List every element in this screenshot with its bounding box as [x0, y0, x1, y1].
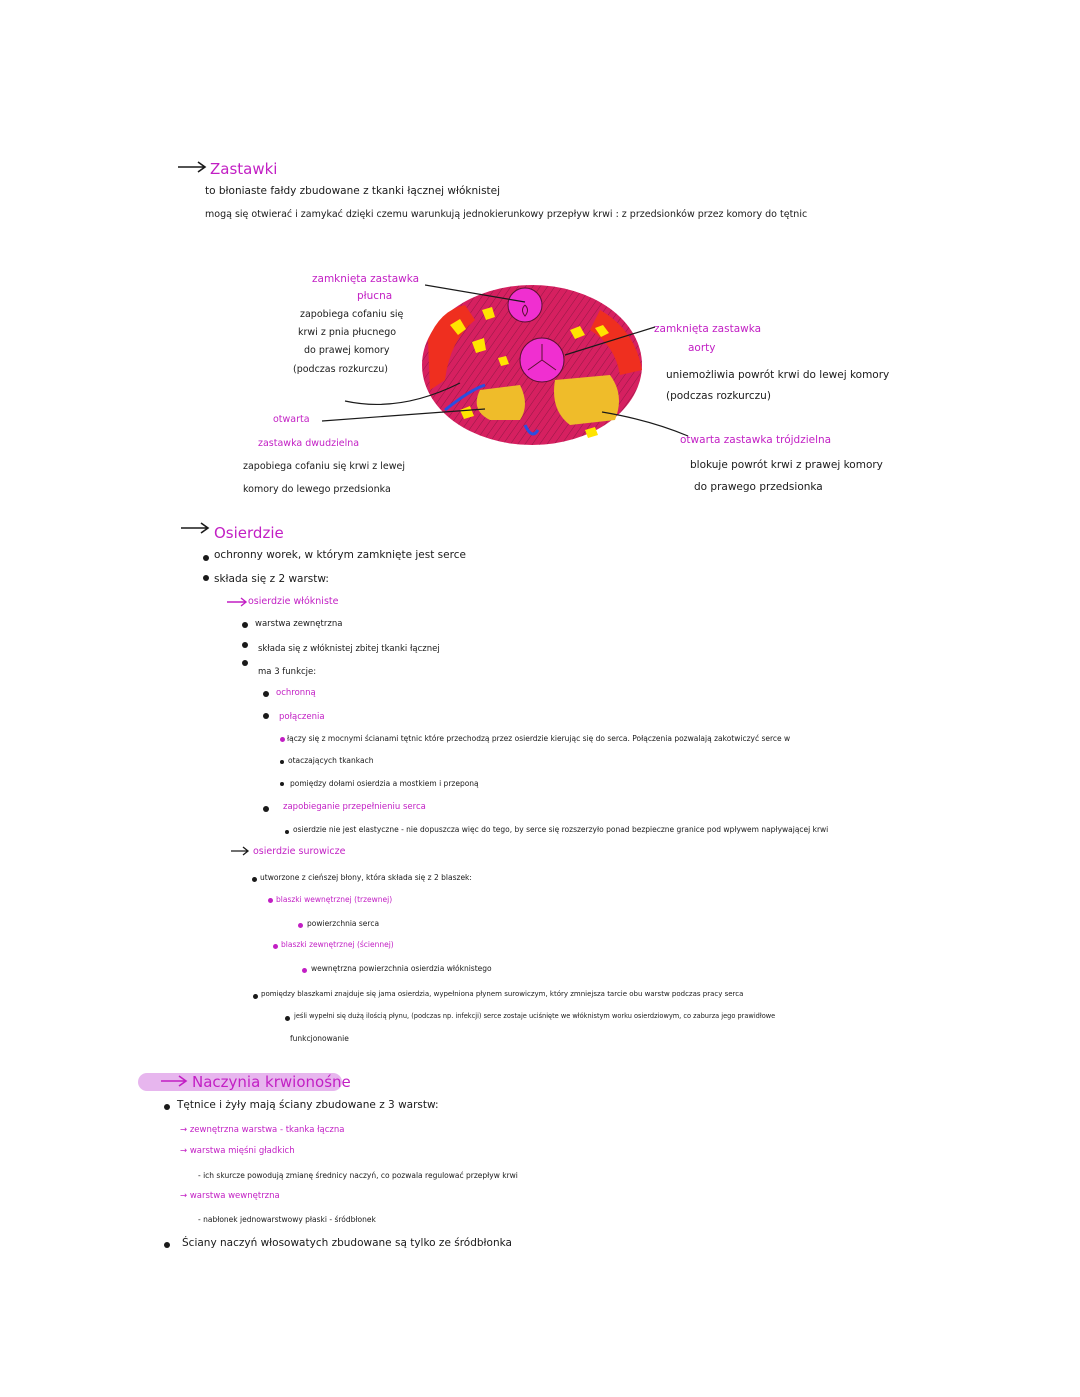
bullet: [298, 923, 303, 928]
vessels-b2: Ściany naczyń włosowatych zbudowane są tylko ze śródbłonka: [182, 1237, 512, 1249]
fibrous-b1: warstwa zewnętrzna: [255, 619, 343, 629]
label-mitral-valve-1: otwarta: [273, 414, 310, 425]
serous-layer-2-a: wewnętrzna powierzchnia osierdzia włóknistego: [311, 964, 492, 973]
mitral-desc-2: komory do lewego przedsionka: [243, 484, 391, 495]
vessel-layer-1: → zewnętrzna warstwa - tkanka łączna: [180, 1125, 345, 1135]
bullet: [242, 622, 248, 628]
serous-layer-1-a: powierzchnia serca: [307, 919, 380, 928]
bullet: [242, 660, 248, 666]
pulmonary-desc-4: (podczas rozkurczu): [293, 364, 388, 375]
tricuspid-desc-2: do prawego przedsionka: [694, 481, 823, 493]
bullet: [280, 782, 284, 786]
fibrous-title: osierdzie włókniste: [248, 596, 339, 607]
bullet: [302, 968, 307, 973]
valves-function: mogą się otwierać i zamykać dzięki czemu warunkują jednokierunkowy przepływ krwi : z przedsionków przez komory do tętnic: [205, 209, 808, 220]
bullet: [253, 994, 258, 999]
vessel-layer-3-a: - nabłonek jednowarstwowy płaski - śródbłonek: [198, 1215, 376, 1224]
bullet: [164, 1242, 170, 1248]
vessel-layer-2-a: - ich skurcze powodują zmianę średnicy naczyń, co pozwala regulować przepływ krwi: [198, 1171, 518, 1180]
serous-b3: jeśli wypełni się dużą ilością płynu, (podczas np. infekcji) serce zostaje uciśnięte we włóknistym worku osierdziowym, co zaburza jego prawidłowe: [294, 1012, 776, 1020]
function-3-a: osierdzie nie jest elastyczne - nie dopuszcza więc do tego, by serce się rozszerzyło ponad bezpieczne granice pod wpływem napływającej krwi: [293, 825, 829, 834]
label-pulmonary-valve-1: zamknięta zastawka: [312, 273, 420, 285]
vessels-b1: Tętnice i żyły mają ściany zbudowane z 3 warstw:: [177, 1099, 439, 1111]
bullet: [252, 877, 257, 882]
arrow-right-icon: [180, 522, 210, 534]
vessels-heading: Naczynia krwionośne: [192, 1073, 351, 1091]
bullet: [285, 830, 289, 834]
arrow-right-icon: [226, 597, 248, 607]
pointer-line-mitral: [320, 405, 490, 425]
bullet: [164, 1104, 170, 1110]
arrow-right-icon: [177, 161, 207, 173]
serous-title: osierdzie surowicze: [253, 846, 346, 857]
pulmonary-desc-3: do prawej komory: [304, 345, 390, 356]
vessel-layer-3: → warstwa wewnętrzna: [180, 1191, 280, 1201]
pericardium-heading: Osierdzie: [214, 524, 284, 542]
bullet: [280, 760, 284, 764]
bullet: [285, 1016, 290, 1021]
pointer-line-aortic: [560, 325, 660, 365]
bullet: [280, 737, 285, 742]
pointer-line-pulmonary: [425, 280, 535, 310]
fibrous-b3: ma 3 funkcje:: [258, 667, 317, 677]
bullet: [242, 642, 248, 648]
serous-b2: pomiędzy blaszkami znajduje się jama osierdzia, wypełniona płynem surowiczym, który zmniejsza tarcie obu warstw podczas pracy serca: [261, 990, 744, 998]
bullet: [203, 555, 209, 561]
aortic-desc-1: uniemożliwia powrót krwi do lewej komory: [666, 369, 890, 381]
fibrous-b2: składa się z włóknistej zbitej tkanki łącznej: [258, 644, 440, 654]
bullet: [268, 898, 273, 903]
label-tricuspid-valve: otwarta zastawka trójdzielna: [680, 434, 832, 446]
label-aortic-valve-1: zamknięta zastawka: [654, 323, 762, 335]
aortic-desc-2: (podczas rozkurczu): [666, 390, 771, 402]
function-1: ochronną: [276, 688, 316, 698]
vessel-layer-2: → warstwa mięśni gładkich: [180, 1146, 295, 1156]
mitral-desc-1: zapobiega cofaniu się krwi z lewej: [243, 461, 405, 472]
pericardium-b2: składa się z 2 warstw:: [214, 573, 329, 585]
pulmonary-desc-1: zapobiega cofaniu się: [300, 309, 404, 320]
function-2-c: pomiędzy dołami osierdzia a mostkiem i przeponą: [290, 779, 479, 788]
pericardium-b1: ochronny worek, w którym zamknięte jest serce: [214, 549, 466, 561]
function-3: zapobieganie przepełnieniu serca: [283, 802, 426, 812]
serous-layer-2: blaszki zewnętrznej (ściennej): [281, 940, 394, 949]
label-mitral-valve-2: zastawka dwudzielna: [258, 438, 360, 449]
serous-b3-b: funkcjonowanie: [290, 1034, 349, 1043]
label-pulmonary-valve-2: płucna: [357, 290, 393, 302]
bullet: [203, 575, 209, 581]
bullet: [273, 944, 278, 949]
label-aortic-valve-2: aorty: [688, 342, 716, 354]
function-2-b: otaczających tkankach: [288, 756, 374, 765]
valves-definition: to błoniaste fałdy zbudowane z tkanki łącznej włóknistej: [205, 185, 501, 197]
tricuspid-desc-1: blokuje powrót krwi z prawej komory: [690, 459, 883, 471]
arrow-right-icon: [230, 846, 250, 856]
pointer-line-tricuspid: [600, 410, 690, 440]
function-2-a: łączy się z mocnymi ścianami tętnic które przechodzą przez osierdzie kierując się do serca. Połączenia pozwalają zakotwiczyć serce w: [287, 734, 791, 743]
arrow-right-icon: [160, 1075, 188, 1087]
function-2: połączenia: [279, 712, 325, 722]
serous-layer-1: blaszki wewnętrznej (trzewnej): [276, 895, 393, 904]
bullet: [263, 691, 269, 697]
bullet: [263, 713, 269, 719]
serous-b1: utworzone z cieńszej błony, która składa się z 2 blaszek:: [260, 873, 472, 882]
bullet: [263, 806, 269, 812]
valves-heading: Zastawki: [210, 160, 278, 178]
pulmonary-desc-2: krwi z pnia płucnego: [298, 327, 397, 338]
